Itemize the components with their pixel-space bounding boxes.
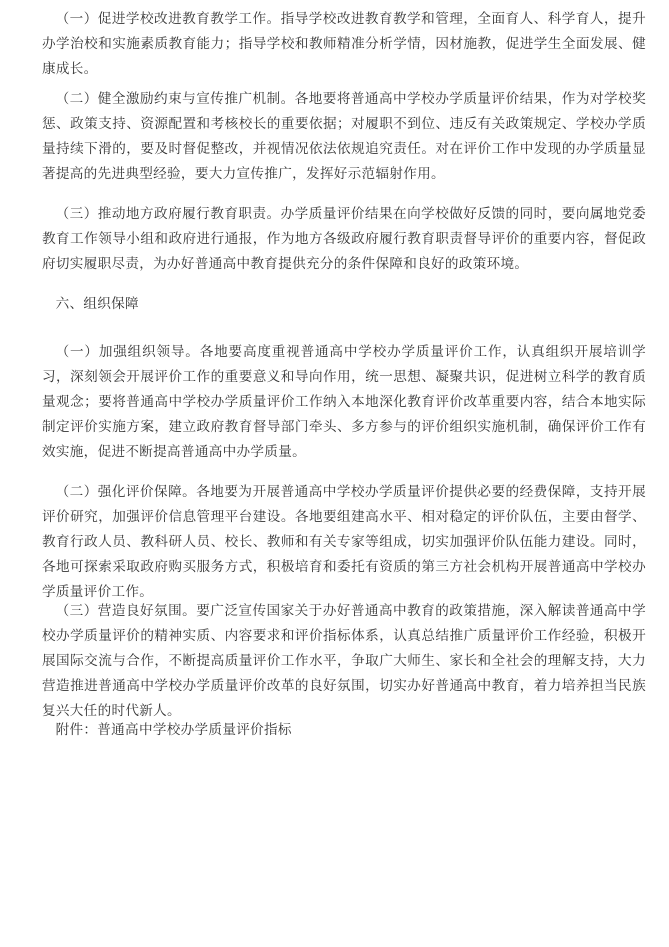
paragraph-incentive-mechanism: （二）健全激励约束与宣传推广机制。各地要将普通高中学校办学质量评价结果，作为对学校奖惩、政策支持、资源配置和考核校长的重要依据；对履职不到位、违反有关政策规定、学校办学质量持续下滑的，要及时督促整改，并视情况依法依规追究责任。对在评价工作中发现的办学质量显著提高的先进典型经验，要大力宣传推广，发挥好示范辐射作用。 <box>42 91 646 182</box>
attachment-line: 附件：普通高中学校办学质量评价指标 <box>55 722 292 738</box>
paragraph-school-improvement: （一）促进学校改进教育教学工作。指导学校改进教育教学和管理，全面育人、科学育人，提升办学治校和实施素质教育能力；指导学校和教师精准分析学情，因材施教，促进学生全面发展、健康成长。 <box>42 11 646 77</box>
paragraph-government-duty: （三）推动地方政府履行教育职责。办学质量评价结果在向学校做好反馈的同时，要向属地党委教育工作领导小组和政府进行通报，作为地方各级政府履行教育职责督导评价的重要内容，督促政府切实履职尽责，为办好普通高中教育提供充分的条件保障和良好的政策环境。 <box>42 206 646 272</box>
section-heading: 六、组织保障 <box>55 296 139 312</box>
paragraph-evaluation-support: （二）强化评价保障。各地要为开展普通高中学校办学质量评价提供必要的经费保障，支持开展评价研究，加强评价信息管理平台建设。各地要组建高水平、相对稳定的评价队伍，主要由督学、教育行政人员、教科研人员、校长、教师和有关专家等组成，切实加强评价队伍能力建设。同时，各地可探索采取政府购买服务方式，积极培育和委托有资质的第三方社会机构开展普通高中学校办学质量评价工作。 <box>42 484 646 600</box>
paragraph-atmosphere: （三）营造良好氛围。要广泛宣传国家关于办好普通高中教育的政策措施，深入解读普通高中学校办学质量评价的精神实质、内容要求和评价指标体系，认真总结推广质量评价工作经验，积极开展国际交流与合作，不断提高质量评价工作水平，争取广大师生、家长和全社会的理解支持，大力营造推进普通高中学校办学质量评价改革的良好氛围，切实办好普通高中教育，着力培养担当民族复兴大任的时代新人。 <box>42 603 646 719</box>
paragraph-organization-leadership: （一）加强组织领导。各地要高度重视普通高中学校办学质量评价工作，认真组织开展培训学习，深刻领会开展评价工作的重要意义和导向作用，统一思想、凝聚共识，促进树立科学的教育质量观念；要将普通高中学校办学质量评价工作纳入本地深化教育评价改革重要内容，结合本地实际制定评价实施方案，建立政府教育督导部门牵头、多方参与的评价组织实施机制，确保评价工作有效实施，促进不断提高普通高中办学质量。 <box>42 344 646 460</box>
